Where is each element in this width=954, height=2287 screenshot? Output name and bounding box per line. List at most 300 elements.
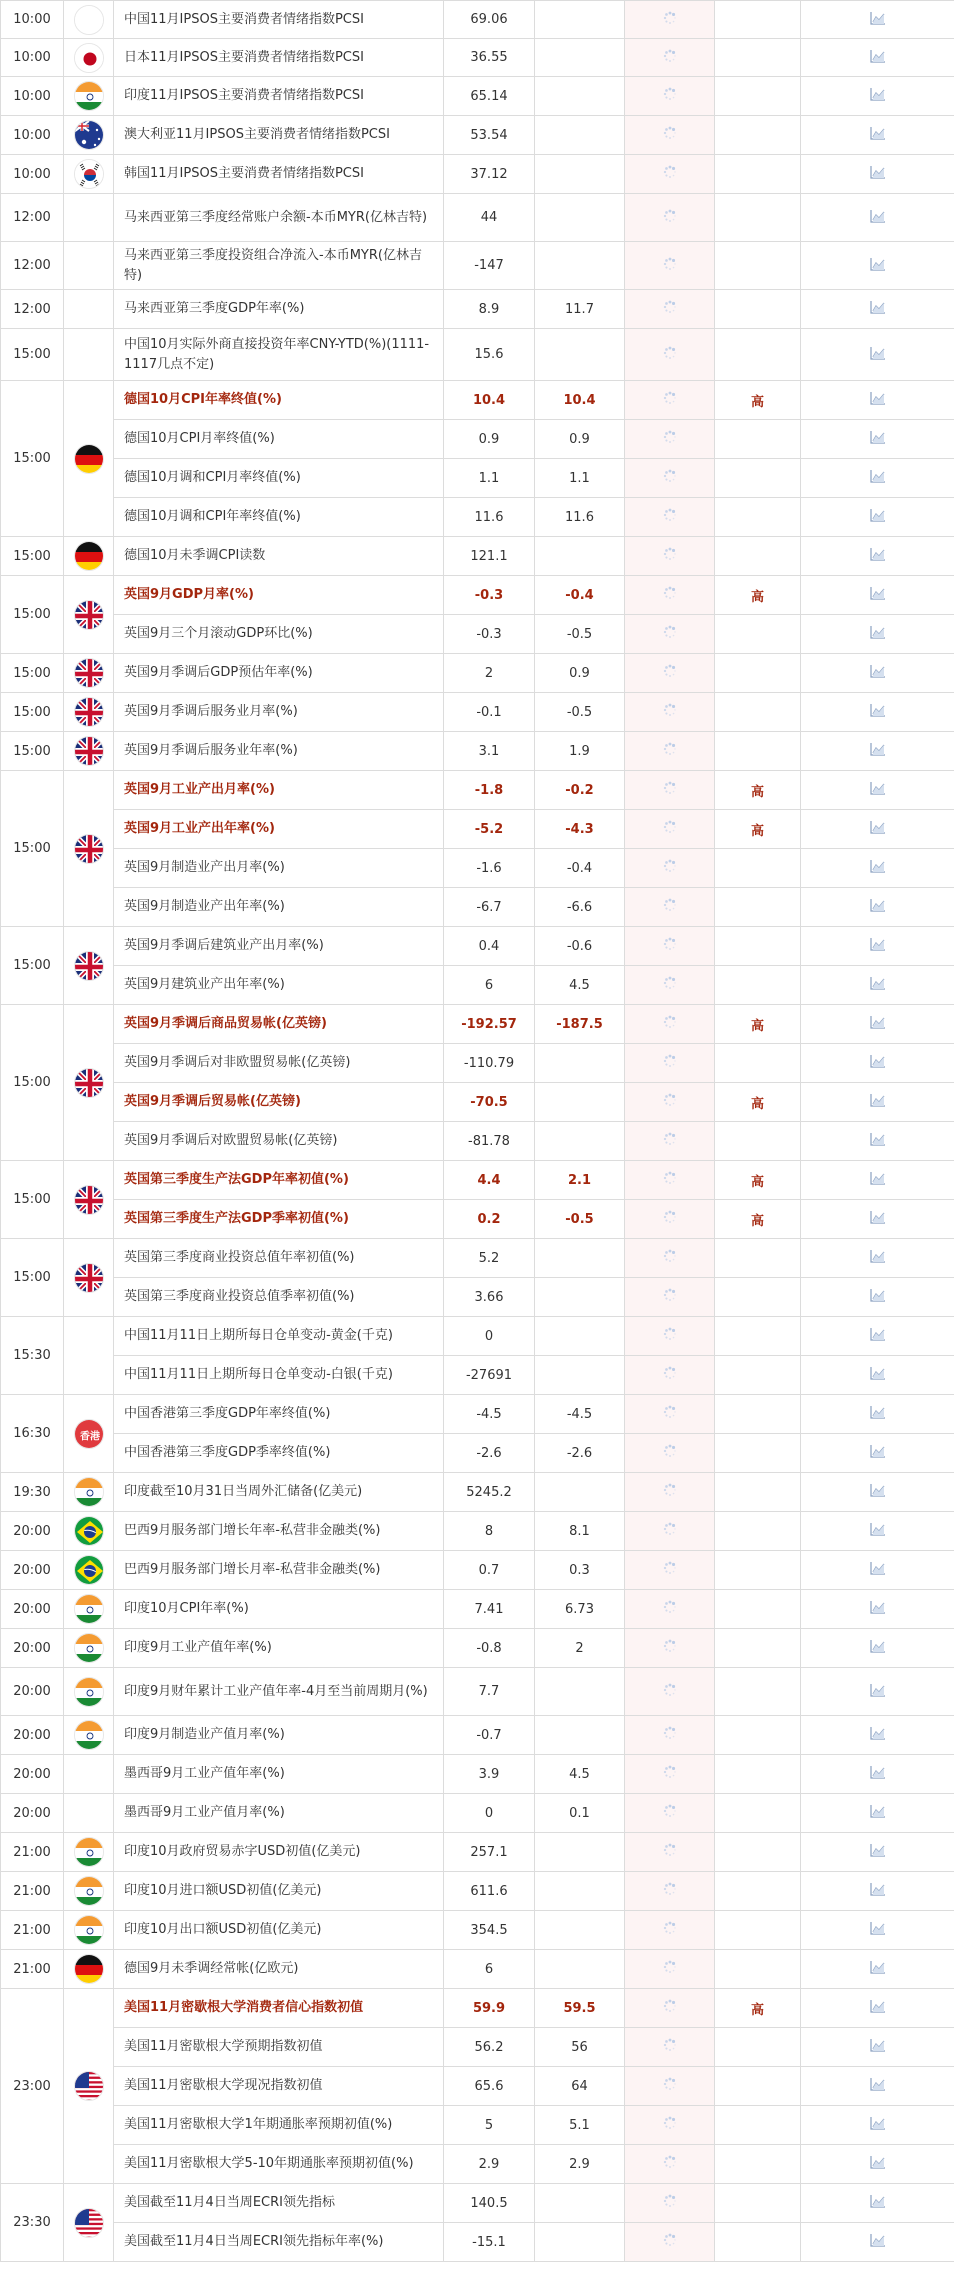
actual-value-cell bbox=[625, 927, 715, 966]
forecast-value bbox=[535, 1356, 625, 1395]
area-chart-icon[interactable] bbox=[870, 898, 886, 916]
uk-flag-icon bbox=[74, 951, 104, 981]
area-chart-icon[interactable] bbox=[870, 1444, 886, 1462]
indicator-name[interactable]: 印度9月财年累计工业产值年率-4月至当前周期月(%) bbox=[114, 1668, 444, 1716]
importance-badge bbox=[715, 498, 801, 537]
country-flag-cell bbox=[64, 537, 114, 576]
forecast-value: 1.1 bbox=[535, 459, 625, 498]
importance-badge bbox=[715, 459, 801, 498]
area-chart-icon[interactable] bbox=[870, 2077, 886, 2095]
calendar-row bbox=[1, 1989, 954, 2028]
forecast-value bbox=[535, 1716, 625, 1755]
chart-cell bbox=[801, 39, 954, 77]
country-flag-cell bbox=[64, 1161, 114, 1239]
forecast-value bbox=[535, 2223, 625, 2262]
forecast-value: 2 bbox=[535, 1629, 625, 1668]
event-time: 15:00 bbox=[1, 654, 64, 693]
loading-spinner-icon bbox=[663, 586, 677, 604]
actual-value-cell bbox=[625, 1161, 715, 1200]
india-flag-icon bbox=[74, 1594, 104, 1624]
actual-value-cell bbox=[625, 77, 715, 116]
area-chart-icon[interactable] bbox=[870, 2194, 886, 2212]
previous-value: 10.4 bbox=[444, 381, 535, 420]
event-time: 20:00 bbox=[1, 1590, 64, 1629]
importance-badge bbox=[715, 1911, 801, 1950]
previous-value: -192.57 bbox=[444, 1005, 535, 1044]
actual-value-cell bbox=[625, 1551, 715, 1590]
indicator-name[interactable]: 印度10月政府贸易赤字USD初值(亿美元) bbox=[114, 1833, 444, 1872]
previous-value: -0.3 bbox=[444, 576, 535, 615]
forecast-value bbox=[535, 1833, 625, 1872]
indicator-name[interactable]: 马来西亚第三季度经常账户余额-本币MYR(亿林吉特) bbox=[114, 194, 444, 242]
area-chart-icon[interactable] bbox=[870, 1093, 886, 1111]
event-time: 15:00 bbox=[1, 329, 64, 381]
chart-cell bbox=[801, 1668, 954, 1716]
indicator-name[interactable]: 巴西9月服务部门增长年率-私营非金融类(%) bbox=[114, 1512, 444, 1551]
actual-value-cell bbox=[625, 1668, 715, 1716]
area-chart-icon[interactable] bbox=[870, 1999, 886, 2017]
forecast-value: 2.1 bbox=[535, 1161, 625, 1200]
indicator-name[interactable]: 英国9月季调后建筑业产出月率(%) bbox=[114, 927, 444, 966]
actual-value-cell bbox=[625, 1239, 715, 1278]
area-chart-icon[interactable] bbox=[870, 2116, 886, 2134]
country-flag-cell bbox=[64, 732, 114, 771]
loading-spinner-icon bbox=[663, 1882, 677, 1900]
area-chart-icon[interactable] bbox=[870, 1132, 886, 1150]
loading-spinner-icon bbox=[663, 165, 677, 183]
area-chart-icon[interactable] bbox=[870, 1765, 886, 1783]
area-chart-icon[interactable] bbox=[870, 1288, 886, 1306]
indicator-name[interactable]: 德国10月调和CPI月率终值(%) bbox=[114, 459, 444, 498]
forecast-value bbox=[535, 1083, 625, 1122]
actual-value-cell bbox=[625, 2106, 715, 2145]
previous-value: 1.1 bbox=[444, 459, 535, 498]
calendar-row bbox=[1, 1629, 954, 1668]
country-flag-cell bbox=[64, 1911, 114, 1950]
forecast-value: -0.2 bbox=[535, 771, 625, 810]
indicator-name[interactable]: 印度9月制造业产值月率(%) bbox=[114, 1716, 444, 1755]
country-flag-cell bbox=[64, 1629, 114, 1668]
actual-value-cell bbox=[625, 329, 715, 381]
calendar-row bbox=[1, 2106, 954, 2145]
area-chart-icon[interactable] bbox=[870, 1600, 886, 1618]
importance-badge bbox=[715, 290, 801, 329]
event-time: 15:00 bbox=[1, 1161, 64, 1239]
loading-spinner-icon bbox=[663, 1054, 677, 1072]
uk-flag-icon bbox=[74, 600, 104, 630]
calendar-row bbox=[1, 1278, 954, 1317]
indicator-name[interactable]: 英国9月GDP月率(%) bbox=[114, 576, 444, 615]
importance-badge bbox=[715, 1872, 801, 1911]
calendar-row bbox=[1, 1005, 954, 1044]
importance-badge bbox=[715, 194, 801, 242]
loading-spinner-icon bbox=[663, 703, 677, 721]
previous-value: 140.5 bbox=[444, 2184, 535, 2223]
country-flag-cell bbox=[64, 1551, 114, 1590]
indicator-name[interactable]: 英国9月季调后服务业年率(%) bbox=[114, 732, 444, 771]
actual-value-cell bbox=[625, 1911, 715, 1950]
actual-value-cell bbox=[625, 1200, 715, 1239]
calendar-row bbox=[1, 2145, 954, 2184]
loading-spinner-icon bbox=[663, 257, 677, 275]
actual-value-cell bbox=[625, 1, 715, 39]
forecast-value: 4.5 bbox=[535, 966, 625, 1005]
indicator-name[interactable]: 英国9月季调后对欧盟贸易帐(亿英镑) bbox=[114, 1122, 444, 1161]
loading-spinner-icon bbox=[663, 469, 677, 487]
brazil-flag-icon bbox=[74, 1516, 104, 1546]
previous-value: -1.6 bbox=[444, 849, 535, 888]
importance-badge bbox=[715, 966, 801, 1005]
importance-badge bbox=[715, 1473, 801, 1512]
india-flag-icon bbox=[74, 1915, 104, 1945]
previous-value: 37.12 bbox=[444, 155, 535, 194]
calendar-row bbox=[1, 966, 954, 1005]
calendar-row bbox=[1, 1668, 954, 1716]
area-chart-icon[interactable] bbox=[870, 1683, 886, 1701]
forecast-value: 0.1 bbox=[535, 1794, 625, 1833]
indicator-name[interactable]: 韩国11月IPSOS主要消费者情绪指数PCSI bbox=[114, 155, 444, 194]
previous-value: -4.5 bbox=[444, 1395, 535, 1434]
area-chart-icon[interactable] bbox=[870, 2155, 886, 2173]
importance-badge bbox=[715, 2145, 801, 2184]
chart-cell bbox=[801, 615, 954, 654]
area-chart-icon[interactable] bbox=[870, 1561, 886, 1579]
country-flag-cell bbox=[64, 77, 114, 116]
area-chart-icon[interactable] bbox=[870, 430, 886, 448]
loading-spinner-icon bbox=[663, 1288, 677, 1306]
importance-badge bbox=[715, 888, 801, 927]
area-chart-icon[interactable] bbox=[870, 49, 886, 67]
area-chart-icon[interactable] bbox=[870, 1804, 886, 1822]
actual-value-cell bbox=[625, 1044, 715, 1083]
event-time: 21:00 bbox=[1, 1872, 64, 1911]
area-chart-icon[interactable] bbox=[870, 209, 886, 227]
area-chart-icon[interactable] bbox=[870, 165, 886, 183]
area-chart-icon[interactable] bbox=[870, 508, 886, 526]
area-chart-icon[interactable] bbox=[870, 1921, 886, 1939]
chart-cell bbox=[801, 2067, 954, 2106]
calendar-row bbox=[1, 155, 954, 194]
importance-badge bbox=[715, 615, 801, 654]
country-flag-cell bbox=[64, 2184, 114, 2262]
area-chart-icon[interactable] bbox=[870, 391, 886, 409]
previous-value: 65.6 bbox=[444, 2067, 535, 2106]
loading-spinner-icon bbox=[663, 2155, 677, 2173]
calendar-row bbox=[1, 1356, 954, 1395]
indicator-name[interactable]: 美国11月密歇根大学5-10年期通胀率预期初值(%) bbox=[114, 2145, 444, 2184]
indicator-name[interactable]: 中国香港第三季度GDP季率终值(%) bbox=[114, 1434, 444, 1473]
area-chart-icon[interactable] bbox=[870, 1726, 886, 1744]
indicator-name[interactable]: 英国9月季调后GDP预估年率(%) bbox=[114, 654, 444, 693]
country-flag-cell bbox=[64, 1668, 114, 1716]
area-chart-icon[interactable] bbox=[870, 586, 886, 604]
calendar-row bbox=[1, 576, 954, 615]
area-chart-icon[interactable] bbox=[870, 1483, 886, 1501]
chart-cell bbox=[801, 1512, 954, 1551]
indicator-name[interactable]: 马来西亚第三季度GDP年率(%) bbox=[114, 290, 444, 329]
forecast-value bbox=[535, 1872, 625, 1911]
australia-flag-icon bbox=[74, 120, 104, 150]
importance-badge bbox=[715, 732, 801, 771]
calendar-row bbox=[1, 290, 954, 329]
importance-badge bbox=[715, 1044, 801, 1083]
event-time: 20:00 bbox=[1, 1629, 64, 1668]
loading-spinner-icon bbox=[663, 126, 677, 144]
indicator-name[interactable]: 中国11月11日上期所每日仓单变动-白银(千克) bbox=[114, 1356, 444, 1395]
indicator-name[interactable]: 美国11月密歇根大学预期指数初值 bbox=[114, 2028, 444, 2067]
indicator-name[interactable]: 英国9月建筑业产出年率(%) bbox=[114, 966, 444, 1005]
actual-value-cell bbox=[625, 693, 715, 732]
area-chart-icon[interactable] bbox=[870, 346, 886, 364]
forecast-value: 64 bbox=[535, 2067, 625, 2106]
indicator-name[interactable]: 澳大利亚11月IPSOS主要消费者情绪指数PCSI bbox=[114, 116, 444, 155]
previous-value: 53.54 bbox=[444, 116, 535, 155]
area-chart-icon[interactable] bbox=[870, 703, 886, 721]
loading-spinner-icon bbox=[663, 625, 677, 643]
loading-spinner-icon bbox=[663, 1015, 677, 1033]
area-chart-icon[interactable] bbox=[870, 664, 886, 682]
country-flag-cell bbox=[64, 116, 114, 155]
actual-value-cell bbox=[625, 1395, 715, 1434]
loading-spinner-icon bbox=[663, 2194, 677, 2212]
chart-cell bbox=[801, 1317, 954, 1356]
hongkong-flag-icon bbox=[74, 1419, 104, 1449]
area-chart-icon[interactable] bbox=[870, 1843, 886, 1861]
area-chart-icon[interactable] bbox=[870, 1366, 886, 1384]
calendar-row bbox=[1, 116, 954, 155]
india-flag-icon bbox=[74, 1720, 104, 1750]
area-chart-icon[interactable] bbox=[870, 781, 886, 799]
chart-cell bbox=[801, 459, 954, 498]
indicator-name[interactable]: 英国9月季调后服务业月率(%) bbox=[114, 693, 444, 732]
indicator-name[interactable]: 美国截至11月4日当周ECRI领先指标 bbox=[114, 2184, 444, 2223]
area-chart-icon[interactable] bbox=[870, 257, 886, 275]
area-chart-icon[interactable] bbox=[870, 1327, 886, 1345]
actual-value-cell bbox=[625, 1278, 715, 1317]
event-time: 15:00 bbox=[1, 576, 64, 654]
forecast-value: 11.7 bbox=[535, 290, 625, 329]
chart-cell bbox=[801, 2145, 954, 2184]
actual-value-cell bbox=[625, 2223, 715, 2262]
indicator-name[interactable]: 英国9月制造业产出月率(%) bbox=[114, 849, 444, 888]
actual-value-cell bbox=[625, 1083, 715, 1122]
actual-value-cell bbox=[625, 966, 715, 1005]
actual-value-cell bbox=[625, 1989, 715, 2028]
previous-value: 65.14 bbox=[444, 77, 535, 116]
importance-badge bbox=[715, 1434, 801, 1473]
area-chart-icon[interactable] bbox=[870, 1522, 886, 1540]
calendar-row bbox=[1, 1911, 954, 1950]
area-chart-icon[interactable] bbox=[870, 625, 886, 643]
uk-flag-icon bbox=[74, 658, 104, 688]
chart-cell bbox=[801, 329, 954, 381]
calendar-row bbox=[1, 2223, 954, 2262]
area-chart-icon[interactable] bbox=[870, 820, 886, 838]
actual-value-cell bbox=[625, 537, 715, 576]
actual-value-cell bbox=[625, 459, 715, 498]
chart-cell bbox=[801, 2184, 954, 2223]
indicator-name[interactable]: 美国11月密歇根大学现况指数初值 bbox=[114, 2067, 444, 2106]
area-chart-icon[interactable] bbox=[870, 87, 886, 105]
country-flag-cell bbox=[64, 1239, 114, 1317]
country-flag-cell bbox=[64, 1317, 114, 1395]
country-flag-cell bbox=[64, 39, 114, 77]
indicator-name[interactable]: 英国9月工业产出月率(%) bbox=[114, 771, 444, 810]
indicator-name[interactable]: 印度10月进口额USD初值(亿美元) bbox=[114, 1872, 444, 1911]
previous-value: 3.9 bbox=[444, 1755, 535, 1794]
loading-spinner-icon bbox=[663, 547, 677, 565]
forecast-value bbox=[535, 1911, 625, 1950]
chart-cell bbox=[801, 1, 954, 39]
event-time: 12:00 bbox=[1, 242, 64, 290]
area-chart-icon[interactable] bbox=[870, 1960, 886, 1978]
indicator-name[interactable]: 中国11月IPSOS主要消费者情绪指数PCSI bbox=[114, 1, 444, 39]
calendar-row bbox=[1, 242, 954, 290]
indicator-name[interactable]: 英国9月工业产出年率(%) bbox=[114, 810, 444, 849]
previous-value: 69.06 bbox=[444, 1, 535, 39]
indicator-name[interactable]: 英国第三季度商业投资总值年率初值(%) bbox=[114, 1239, 444, 1278]
uk-flag-icon bbox=[74, 1185, 104, 1215]
area-chart-icon[interactable] bbox=[870, 2038, 886, 2056]
loading-spinner-icon bbox=[663, 300, 677, 318]
indicator-name[interactable]: 英国9月季调后对非欧盟贸易帐(亿英镑) bbox=[114, 1044, 444, 1083]
indicator-name[interactable]: 墨西哥9月工业产值月率(%) bbox=[114, 1794, 444, 1833]
area-chart-icon[interactable] bbox=[870, 1210, 886, 1228]
chart-cell bbox=[801, 77, 954, 116]
previous-value: -0.3 bbox=[444, 615, 535, 654]
chart-cell bbox=[801, 1473, 954, 1512]
area-chart-icon[interactable] bbox=[870, 859, 886, 877]
event-time: 10:00 bbox=[1, 39, 64, 77]
india-flag-icon bbox=[74, 1876, 104, 1906]
importance-badge: 高 bbox=[715, 381, 801, 420]
indicator-name[interactable]: 英国第三季度生产法GDP年率初值(%) bbox=[114, 1161, 444, 1200]
indicator-name[interactable]: 美国11月密歇根大学消费者信心指数初值 bbox=[114, 1989, 444, 2028]
area-chart-icon[interactable] bbox=[870, 1015, 886, 1033]
area-chart-icon[interactable] bbox=[870, 2233, 886, 2251]
area-chart-icon[interactable] bbox=[870, 300, 886, 318]
loading-spinner-icon bbox=[663, 1999, 677, 2017]
area-chart-icon[interactable] bbox=[870, 1882, 886, 1900]
indicator-name[interactable]: 中国香港第三季度GDP年率终值(%) bbox=[114, 1395, 444, 1434]
country-flag-cell bbox=[64, 1755, 114, 1794]
importance-badge bbox=[715, 2184, 801, 2223]
indicator-name[interactable]: 英国第三季度商业投资总值季率初值(%) bbox=[114, 1278, 444, 1317]
loading-spinner-icon bbox=[663, 1921, 677, 1939]
previous-value: -81.78 bbox=[444, 1122, 535, 1161]
chart-cell bbox=[801, 1161, 954, 1200]
event-time: 23:30 bbox=[1, 2184, 64, 2262]
area-chart-icon[interactable] bbox=[870, 1405, 886, 1423]
actual-value-cell bbox=[625, 194, 715, 242]
actual-value-cell bbox=[625, 1512, 715, 1551]
actual-value-cell bbox=[625, 615, 715, 654]
area-chart-icon[interactable] bbox=[870, 1639, 886, 1657]
area-chart-icon[interactable] bbox=[870, 742, 886, 760]
area-chart-icon[interactable] bbox=[870, 547, 886, 565]
forecast-value: 2.9 bbox=[535, 2145, 625, 2184]
indicator-name[interactable]: 印度11月IPSOS主要消费者情绪指数PCSI bbox=[114, 77, 444, 116]
loading-spinner-icon bbox=[663, 1483, 677, 1501]
forecast-value bbox=[535, 2184, 625, 2223]
calendar-row bbox=[1, 849, 954, 888]
indicator-name[interactable]: 巴西9月服务部门增长月率-私营非金融类(%) bbox=[114, 1551, 444, 1590]
event-time: 16:30 bbox=[1, 1395, 64, 1473]
indicator-name[interactable]: 中国11月11日上期所每日仓单变动-黄金(千克) bbox=[114, 1317, 444, 1356]
indicator-name[interactable]: 英国9月制造业产出年率(%) bbox=[114, 888, 444, 927]
forecast-value bbox=[535, 1, 625, 39]
area-chart-icon[interactable] bbox=[870, 976, 886, 994]
chart-cell bbox=[801, 1434, 954, 1473]
importance-badge bbox=[715, 2067, 801, 2106]
uk-flag-icon bbox=[74, 736, 104, 766]
forecast-value: -4.3 bbox=[535, 810, 625, 849]
importance-badge bbox=[715, 242, 801, 290]
actual-value-cell bbox=[625, 2184, 715, 2223]
importance-badge bbox=[715, 155, 801, 194]
chart-cell bbox=[801, 2106, 954, 2145]
previous-value: 11.6 bbox=[444, 498, 535, 537]
indicator-name[interactable]: 德国10月CPI月率终值(%) bbox=[114, 420, 444, 459]
indicator-name[interactable]: 马来西亚第三季度投资组合净流入-本币MYR(亿林吉特) bbox=[114, 242, 444, 290]
loading-spinner-icon bbox=[663, 1639, 677, 1657]
area-chart-icon[interactable] bbox=[870, 469, 886, 487]
previous-value: 7.7 bbox=[444, 1668, 535, 1716]
previous-value: -5.2 bbox=[444, 810, 535, 849]
forecast-value bbox=[535, 39, 625, 77]
uk-flag-icon bbox=[74, 1068, 104, 1098]
previous-value: 4.4 bbox=[444, 1161, 535, 1200]
indicator-name[interactable]: 日本11月IPSOS主要消费者情绪指数PCSI bbox=[114, 39, 444, 77]
area-chart-icon[interactable] bbox=[870, 11, 886, 29]
area-chart-icon[interactable] bbox=[870, 126, 886, 144]
area-chart-icon[interactable] bbox=[870, 1249, 886, 1267]
indicator-name[interactable]: 印度9月工业产值年率(%) bbox=[114, 1629, 444, 1668]
indicator-name[interactable]: 墨西哥9月工业产值年率(%) bbox=[114, 1755, 444, 1794]
country-flag-cell bbox=[64, 576, 114, 654]
indicator-name[interactable]: 英国9月季调后商品贸易帐(亿英镑) bbox=[114, 1005, 444, 1044]
indicator-name[interactable]: 英国第三季度生产法GDP季率初值(%) bbox=[114, 1200, 444, 1239]
forecast-value bbox=[535, 329, 625, 381]
calendar-row bbox=[1, 1, 954, 39]
forecast-value: 0.9 bbox=[535, 654, 625, 693]
indicator-name[interactable]: 英国9月季调后贸易帐(亿英镑) bbox=[114, 1083, 444, 1122]
indicator-name[interactable]: 英国9月三个月滚动GDP环比(%) bbox=[114, 615, 444, 654]
loading-spinner-icon bbox=[663, 1726, 677, 1744]
indicator-name[interactable]: 德国10月调和CPI年率终值(%) bbox=[114, 498, 444, 537]
indicator-name[interactable]: 美国截至11月4日当周ECRI领先指标年率(%) bbox=[114, 2223, 444, 2262]
previous-value: -0.7 bbox=[444, 1716, 535, 1755]
area-chart-icon[interactable] bbox=[870, 937, 886, 955]
forecast-value bbox=[535, 537, 625, 576]
previous-value: 0 bbox=[444, 1794, 535, 1833]
actual-value-cell bbox=[625, 2145, 715, 2184]
previous-value: 611.6 bbox=[444, 1872, 535, 1911]
area-chart-icon[interactable] bbox=[870, 1171, 886, 1189]
indicator-name[interactable]: 美国11月密歇根大学1年期通胀率预期初值(%) bbox=[114, 2106, 444, 2145]
area-chart-icon[interactable] bbox=[870, 1054, 886, 1072]
indicator-name[interactable]: 印度截至10月31日当周外汇储备(亿美元) bbox=[114, 1473, 444, 1512]
indicator-name[interactable]: 印度10月CPI年率(%) bbox=[114, 1590, 444, 1629]
indicator-name[interactable]: 中国10月实际外商直接投资年率CNY-YTD(%)(1111-1117几点不定) bbox=[114, 329, 444, 381]
indicator-name[interactable]: 德国10月未季调CPI读数 bbox=[114, 537, 444, 576]
indicator-name[interactable]: 德国9月未季调经常帐(亿欧元) bbox=[114, 1950, 444, 1989]
previous-value: 0.4 bbox=[444, 927, 535, 966]
loading-spinner-icon bbox=[663, 976, 677, 994]
indicator-name[interactable]: 德国10月CPI年率终值(%) bbox=[114, 381, 444, 420]
indicator-name[interactable]: 印度10月出口额USD初值(亿美元) bbox=[114, 1911, 444, 1950]
event-time: 21:00 bbox=[1, 1950, 64, 1989]
